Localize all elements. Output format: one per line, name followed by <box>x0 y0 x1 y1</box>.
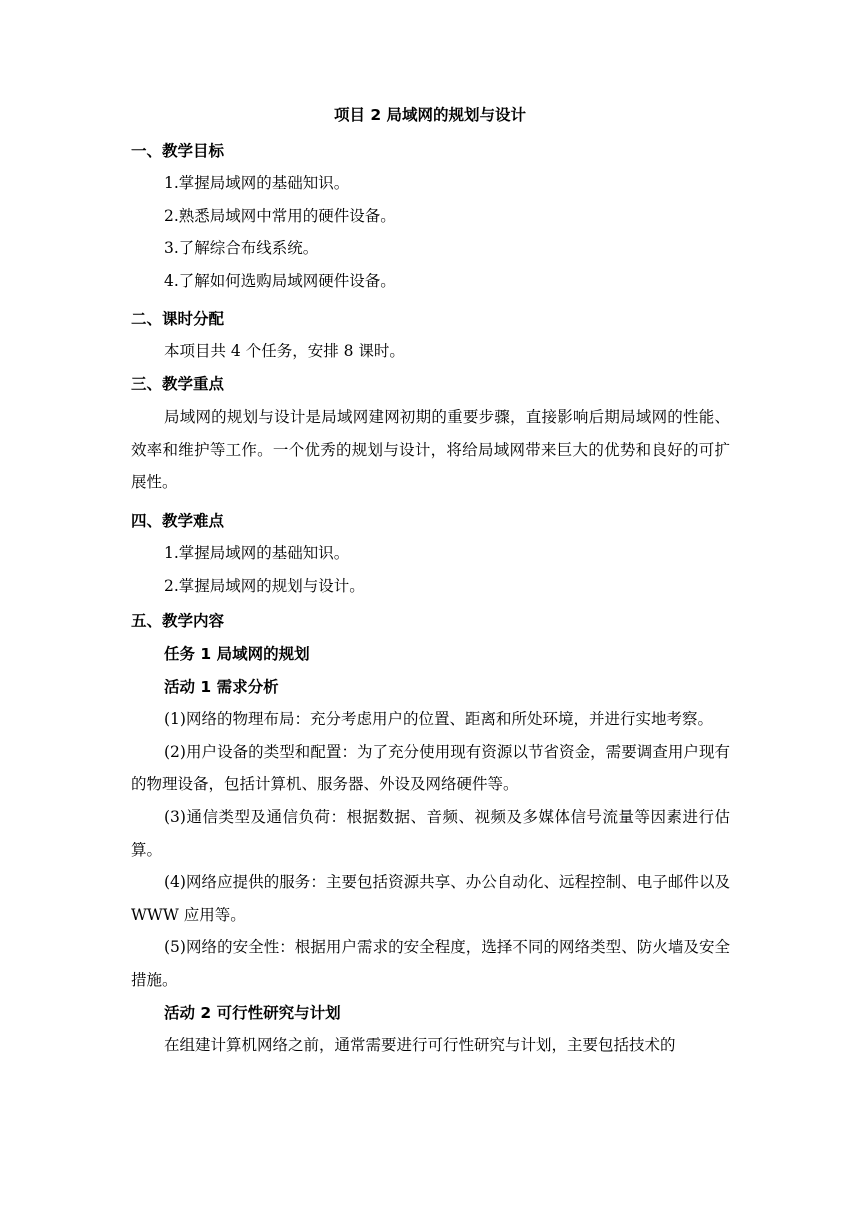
section-heading: 五、教学内容 <box>131 612 225 630</box>
activity-heading: 活动 1 需求分析 <box>164 677 279 696</box>
list-item: 3.了解综合布线系统。 <box>164 239 319 258</box>
document-title: 项目 2 局域网的规划与设计 <box>333 106 527 124</box>
list-item: 本项目共 4 个任务，安排 8 课时。 <box>164 342 405 360</box>
content-body <box>131 638 730 1062</box>
paragraph: (3)通信类型及通信负荷：根据数据、音频、视频及多媒体信号流量等因素进行估算。 <box>131 807 730 859</box>
list-item: 2.熟悉局域网中常用的硬件设备。 <box>164 206 396 225</box>
list-item: 4.了解如何选购局域网硬件设备。 <box>164 271 396 290</box>
section-content <box>131 610 730 632</box>
key-points-paragraph-block <box>131 401 730 499</box>
section-key-points <box>131 373 730 395</box>
goal-list <box>131 167 730 297</box>
section-heading: 二、课时分配 <box>131 310 225 328</box>
list-item: 2.掌握局域网的规划与设计。 <box>164 576 365 595</box>
activity-heading: 活动 2 可行性研究与计划 <box>164 1003 341 1022</box>
section-teaching-goals <box>131 140 730 162</box>
section-heading: 一、教学目标 <box>131 142 225 160</box>
paragraph: (2)用户设备的类型和配置：为了充分使用现有资源以节省资金，需要调查用户现有的物理设备，包括计算机、服务器、外设及网络硬件等。 <box>131 742 730 794</box>
difficulty-list <box>131 537 730 602</box>
paragraph: 在组建计算机网络之前，通常需要进行可行性研究与计划，主要包括技术的 <box>164 1036 676 1055</box>
paragraph: (5)网络的安全性：根据用户需求的安全程度，选择不同的网络类型、防火墙及安全措施。 <box>131 938 730 989</box>
section-hours <box>131 308 730 330</box>
hours-list <box>131 335 730 368</box>
list-item: 1.掌握局域网的基础知识。 <box>164 544 350 562</box>
paragraph: 局域网的规划与设计是局域网建网初期的重要步骤，直接影响后期局域网的性能、效率和维护等工作。一个优秀的规划与设计，将给局域网带来巨大的优势和良好的可扩展性。 <box>131 408 730 492</box>
section-heading: 四、教学难点 <box>131 512 225 530</box>
paragraph: (4)网络应提供的服务：主要包括资源共享、办公自动化、远程控制、电子邮件以及 WWW 应用等。 <box>131 873 730 924</box>
section-difficulties <box>131 510 730 532</box>
task-heading: 任务 1 局域网的规划 <box>164 645 310 663</box>
list-item: 1.掌握局域网的基础知识。 <box>164 174 350 192</box>
paragraph: (1)网络的物理布局：充分考虑用户的位置、距离和所处环境，并进行实地考察。 <box>164 710 713 729</box>
section-heading: 三、教学重点 <box>131 375 225 393</box>
